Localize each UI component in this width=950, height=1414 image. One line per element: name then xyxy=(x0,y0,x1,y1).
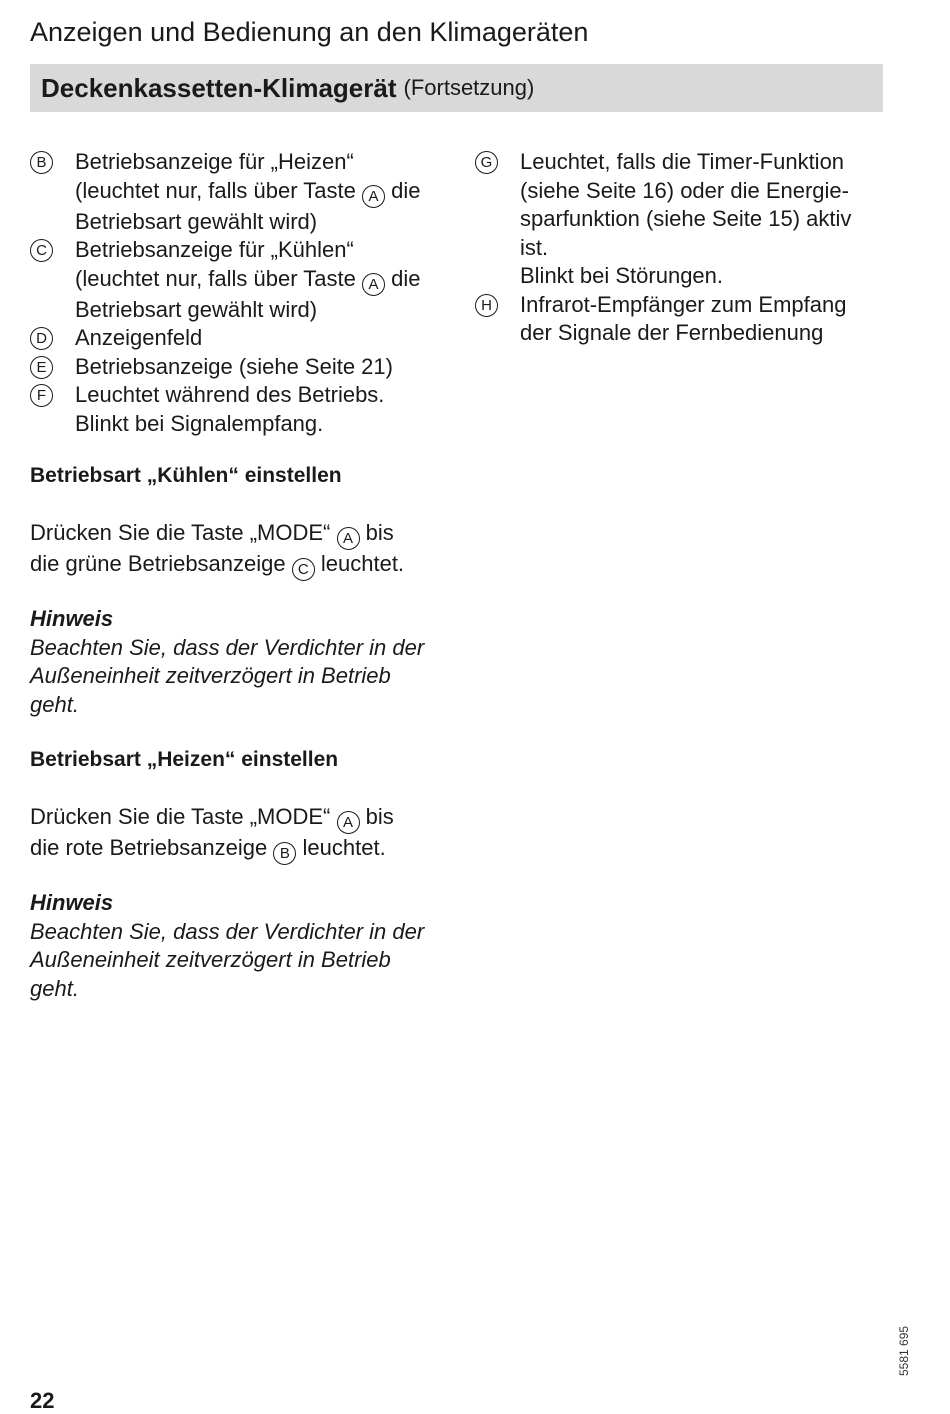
legend-item-line xyxy=(75,410,450,439)
legend-item-line xyxy=(520,148,885,177)
legend-item-line xyxy=(75,208,450,237)
legend-item-line xyxy=(75,177,450,208)
marker-f-icon: F xyxy=(30,384,53,407)
document-number: 5581 695 xyxy=(897,1325,911,1376)
legend-item-text: (siehe Seite 16) oder die Energie- xyxy=(520,177,849,203)
legend-item-line xyxy=(75,381,450,410)
marker-b-icon: B xyxy=(273,842,296,865)
cooling-note-line: geht. xyxy=(30,691,79,717)
legend-item-line xyxy=(520,234,885,263)
marker-d-icon: D xyxy=(30,327,53,350)
cooling-heading: Betriebsart „Kühlen“ einstellen xyxy=(30,464,342,487)
legend-item-text: sparfunktion (siehe Seite 15) aktiv xyxy=(520,206,852,231)
page-number: 22 xyxy=(30,1388,55,1413)
legend-item-text: Infrarot-Empfänger zum Empfang xyxy=(520,291,847,317)
legend-item-text: Anzeigenfeld xyxy=(75,325,203,350)
legend-item-line xyxy=(75,148,450,177)
marker-a-icon: A xyxy=(337,811,360,834)
legend-item-text: ist. xyxy=(520,234,549,260)
legend-item-text: der Signale der Fernbedienung xyxy=(520,320,824,345)
legend-item-text: Betriebsanzeige für „Heizen“ xyxy=(75,149,354,174)
heating-heading-block xyxy=(30,746,470,775)
legend-item-text: (leuchtet nur, falls über Taste xyxy=(75,177,362,203)
marker-c-icon: C xyxy=(30,239,53,262)
legend-item-line xyxy=(520,262,885,291)
cooling-heading-block xyxy=(30,462,470,491)
legend-item-line xyxy=(75,265,450,296)
heating-heading: Betriebsart „Heizen“ einstellen xyxy=(30,748,339,771)
legend-item-text: die xyxy=(384,265,421,291)
legend-item-g xyxy=(475,148,885,291)
legend-left-column xyxy=(30,148,450,438)
legend-item-b xyxy=(30,148,450,236)
legend-item-c xyxy=(30,236,450,324)
heating-note-title: Hinweis xyxy=(30,890,114,915)
cooling-instruction xyxy=(30,519,470,581)
marker-h-icon: H xyxy=(475,294,498,317)
legend-item-line xyxy=(520,291,885,320)
legend-item-line xyxy=(75,353,450,382)
legend-item-line xyxy=(520,205,885,234)
cooling-note-line: Beachten Sie, dass der Verdichter in der xyxy=(30,634,425,660)
legend-item-text: Betriebsart gewählt wird) xyxy=(75,208,318,234)
legend-item-text: Blinkt bei Signalempfang. xyxy=(75,410,324,436)
marker-c-icon: C xyxy=(292,558,315,581)
legend-item-text: Leuchtet, falls die Timer-Funktion xyxy=(520,149,845,174)
marker-a-icon: A xyxy=(362,273,385,296)
legend-item-d xyxy=(30,324,450,353)
section-title-bar xyxy=(30,64,883,112)
legend-item-text: die xyxy=(384,177,421,203)
cooling-instruction-text-1: Drücken Sie die Taste „MODE“ xyxy=(30,520,331,545)
legend-item-line xyxy=(75,236,450,265)
legend-item-text: Betriebsart gewählt wird) xyxy=(75,296,318,322)
heating-instruction-text-1: Drücken Sie die Taste „MODE“ xyxy=(30,804,331,829)
cooling-instruction-text-4: leuchtet. xyxy=(320,551,405,576)
legend-item-line xyxy=(520,177,885,206)
legend-item-text: Betriebsanzeige für „Kühlen“ xyxy=(75,237,354,262)
heating-note xyxy=(30,889,470,1003)
cooling-instruction-text-3: die grüne Betriebsanzeige xyxy=(30,551,286,576)
marker-g-icon: G xyxy=(475,151,498,174)
legend-item-text: Leuchtet während des Betriebs. xyxy=(75,382,385,407)
heating-instruction-text-3: die rote Betriebsanzeige xyxy=(30,835,268,860)
heating-instruction-text-4: leuchtet. xyxy=(302,835,386,860)
cooling-note-title: Hinweis xyxy=(30,606,114,631)
legend-item-h xyxy=(475,291,885,348)
cooling-note-line: Außeneinheit zeitverzögert in Betrieb xyxy=(30,663,391,688)
heating-instruction xyxy=(30,803,470,865)
heating-note-line: Außeneinheit zeitverzögert in Betrieb xyxy=(30,947,391,972)
marker-b-icon: B xyxy=(30,151,53,174)
cooling-note xyxy=(30,605,470,719)
legend-item-line xyxy=(520,319,885,348)
section-title-suffix: (Fortsetzung) xyxy=(403,75,535,100)
cooling-instruction-text-2: bis xyxy=(365,520,394,545)
marker-e-icon: E xyxy=(30,356,53,379)
marker-a-icon: A xyxy=(362,185,385,208)
legend-item-e xyxy=(30,353,450,382)
legend-item-line xyxy=(75,296,450,325)
heating-note-line: geht. xyxy=(30,975,79,1001)
page-title: Anzeigen und Bedienung an den Klimageräten xyxy=(30,17,589,47)
legend-item-text: (leuchtet nur, falls über Taste xyxy=(75,265,362,291)
heating-instruction-text-2: bis xyxy=(365,804,394,829)
legend-item-f xyxy=(30,381,450,438)
legend-item-line xyxy=(75,324,450,353)
marker-a-icon: A xyxy=(337,527,360,550)
legend-right-column xyxy=(475,148,885,348)
heating-note-line: Beachten Sie, dass der Verdichter in der xyxy=(30,918,425,944)
section-title: Deckenkassetten-Klimagerät xyxy=(41,72,397,103)
legend-item-text: Betriebsanzeige (siehe Seite 21) xyxy=(75,353,393,379)
legend-item-text: Blinkt bei Störungen. xyxy=(520,263,724,288)
